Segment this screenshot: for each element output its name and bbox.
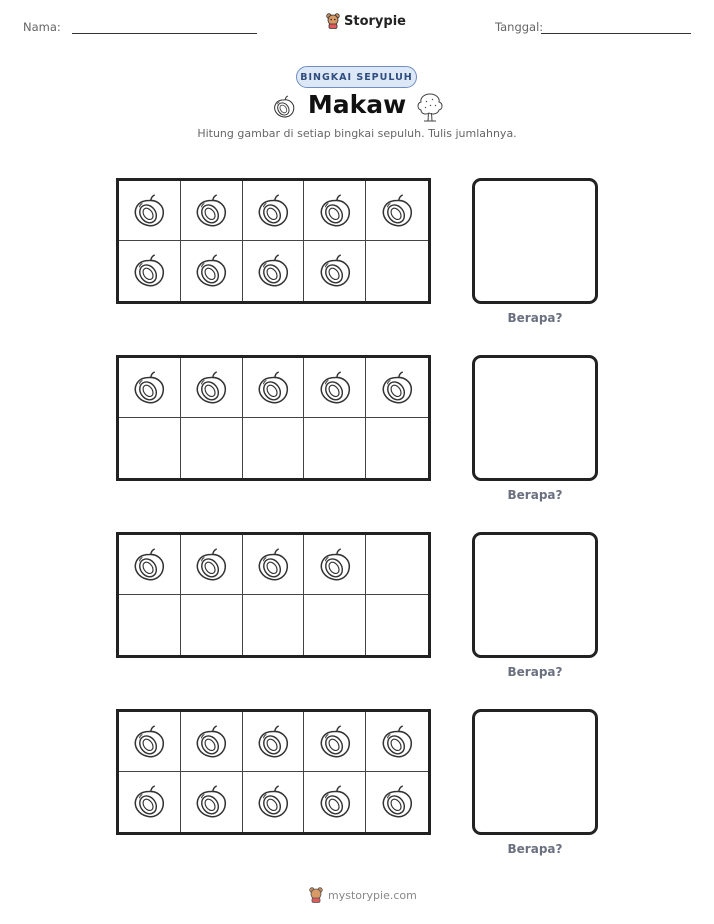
frame-cell [366, 418, 428, 478]
ten-frame-3 [116, 532, 431, 658]
frame-cell [366, 535, 428, 595]
frame-cell [304, 595, 366, 655]
frame-cell [243, 712, 305, 772]
frame-cell [119, 241, 181, 301]
tree-icon [415, 91, 445, 123]
bear-logo-icon [309, 887, 323, 903]
plum-icon [316, 252, 354, 290]
frame-cell [119, 181, 181, 241]
frame-cell [181, 358, 243, 418]
frame-cell [366, 181, 428, 241]
page-title: Makaw [307, 90, 407, 119]
bear-logo-icon [326, 13, 340, 29]
instructions: Hitung gambar di setiap bingkai sepuluh. Tulis jumlahnya. [197, 127, 517, 140]
frame-cell [181, 772, 243, 832]
frame-cell [304, 772, 366, 832]
answer-label-1: Berapa? [507, 311, 563, 325]
plum-icon [192, 369, 230, 407]
frame-cell [243, 241, 305, 301]
frame-cell [181, 712, 243, 772]
frame-cell [243, 772, 305, 832]
ten-frame-2 [116, 355, 431, 481]
frame-cell [304, 712, 366, 772]
frame-cell [243, 595, 305, 655]
frame-cell [181, 595, 243, 655]
plum-icon [378, 192, 416, 230]
answer-box-2[interactable] [472, 355, 598, 481]
plum-icon [192, 783, 230, 821]
frame-cell [181, 181, 243, 241]
frame-cell [119, 595, 181, 655]
plum-icon [130, 546, 168, 584]
frame-cell [181, 418, 243, 478]
plum-icon [378, 783, 416, 821]
footer [309, 887, 417, 903]
frame-cell [304, 358, 366, 418]
date-field[interactable] [541, 33, 691, 34]
frame-cell [119, 712, 181, 772]
name-field[interactable] [72, 33, 257, 34]
plum-icon [254, 192, 292, 230]
plum-icon [192, 546, 230, 584]
plum-icon [130, 192, 168, 230]
plum-icon [130, 783, 168, 821]
plum-icon [316, 369, 354, 407]
plum-icon [130, 252, 168, 290]
ten-frame-4 [116, 709, 431, 835]
plum-icon [130, 723, 168, 761]
plum-icon [378, 723, 416, 761]
frame-cell [304, 241, 366, 301]
frame-cell [366, 772, 428, 832]
plum-icon [316, 783, 354, 821]
answer-box-3[interactable] [472, 532, 598, 658]
ten-frame-1 [116, 178, 431, 304]
frame-cell [304, 418, 366, 478]
frame-cell [243, 181, 305, 241]
frame-cell [366, 712, 428, 772]
answer-box-1[interactable] [472, 178, 598, 304]
frame-cell [304, 535, 366, 595]
plum-icon [378, 369, 416, 407]
plum-icon [316, 192, 354, 230]
frame-cell [119, 772, 181, 832]
plum-icon [192, 723, 230, 761]
answer-label-4: Berapa? [507, 842, 563, 856]
footer-website: mystorypie.com [328, 888, 417, 902]
brand-logo [326, 13, 406, 29]
frame-cell [366, 595, 428, 655]
plum-icon [130, 369, 168, 407]
plum-icon [192, 192, 230, 230]
frame-cell [243, 358, 305, 418]
plum-icon [254, 546, 292, 584]
plum-icon [254, 252, 292, 290]
plum-icon [254, 369, 292, 407]
frame-cell [181, 535, 243, 595]
plum-icon [254, 723, 292, 761]
plum-icon [316, 546, 354, 584]
answer-box-4[interactable] [472, 709, 598, 835]
plum-icon [316, 723, 354, 761]
frame-cell [119, 418, 181, 478]
frame-cell [304, 181, 366, 241]
brand-name: Storypie [344, 13, 406, 29]
frame-cell [181, 241, 243, 301]
frame-cell [243, 418, 305, 478]
date-label: Tanggal: [495, 20, 544, 34]
plum-icon [192, 252, 230, 290]
answer-label-3: Berapa? [507, 665, 563, 679]
frame-cell [119, 358, 181, 418]
plum-icon [254, 783, 292, 821]
frame-cell [366, 358, 428, 418]
frame-cell [243, 535, 305, 595]
frame-cell [119, 535, 181, 595]
answer-label-2: Berapa? [507, 488, 563, 502]
name-label: Nama: [23, 20, 61, 34]
frame-cell [366, 241, 428, 301]
worksheet-type-badge: BINGKAI SEPULUH [296, 66, 417, 88]
